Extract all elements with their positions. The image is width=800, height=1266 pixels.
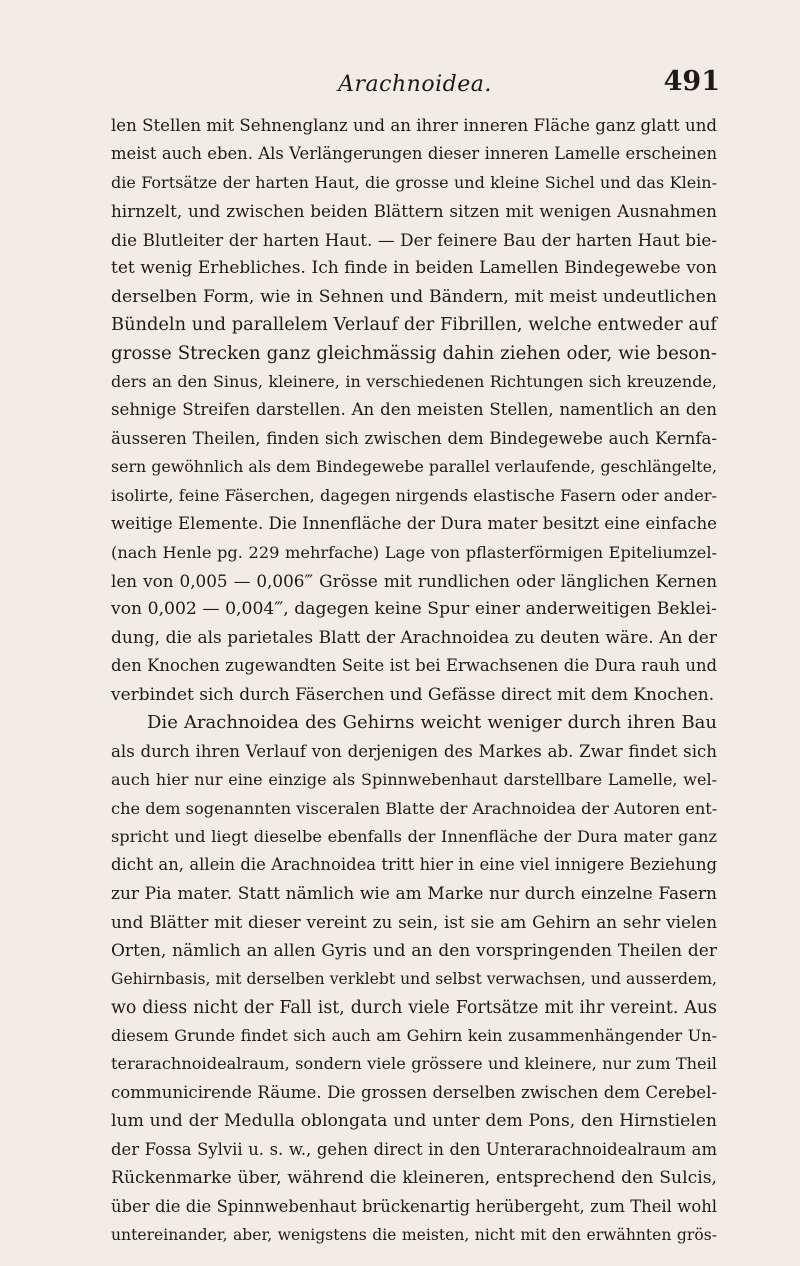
text-line: terarachnoidealraum, sondern viele grössere und kleinere, nur zum Theil — [111, 1054, 717, 1074]
text-line: zur Pia mater. Statt nämlich wie am Marke nur durch einzelne Fasern — [111, 883, 717, 904]
text-line: die Blutleiter der harten Haut. — Der feinere Bau der harten Haut bie- — [111, 229, 717, 250]
text-line: sehnige Streifen darstellen. An den meisten Stellen, namentlich an den — [111, 400, 717, 420]
running-title: Arachnoidea. — [338, 72, 492, 97]
text-line: isolirte, feine Fäserchen, dagegen nirgends elastische Fasern oder ander- — [111, 485, 717, 505]
text-line: spricht und liegt dieselbe ebenfalls der Innenfläche der Dura mater ganz — [111, 826, 717, 846]
text-line: Die Arachnoidea des Gehirns weicht weniger durch ihren Bau — [147, 712, 717, 734]
text-line: weitige Elemente. Die Innenfläche der Dura mater besitzt eine einfache — [111, 514, 717, 534]
text-line: als durch ihren Verlauf von derjenigen des Markes ab. Zwar findet sich — [111, 741, 717, 761]
text-line: meist auch eben. Als Verlängerungen dieser inneren Lamelle erscheinen — [111, 144, 717, 164]
text-line: che dem sogenannten visceralen Blatte der Arachnoidea der Autoren ent- — [111, 798, 718, 818]
text-line: den Knochen zugewandten Seite ist bei Erwachsenen die Dura rauh und — [111, 656, 717, 676]
text-line: dicht an, allein die Arachnoidea tritt hier in eine viel innigere Beziehung — [111, 855, 717, 875]
text-line: tet wenig Erhebliches. Ich finde in beiden Lamellen Bindegewebe von — [111, 258, 717, 279]
text-line: ders an den Sinus, kleinere, in verschiedenen Richtungen sich kreuzende, — [111, 371, 717, 391]
text-line: die Fortsätze der harten Haut, die grosse und kleine Sichel und das Klein- — [111, 172, 717, 192]
text-line: (nach Henle pg. 229 mehrfache) Lage von pflasterförmigen Epiteliumzel- — [111, 542, 717, 562]
text-line: Orten, nämlich an allen Gyris und an den vorspringenden Theilen der — [111, 940, 717, 961]
text-line: diesem Grunde findet sich auch am Gehirn kein zusammenhängender Un- — [111, 1026, 717, 1045]
text-line: lum und der Medulla oblongata und unter dem Pons, den Hirnstielen — [111, 1111, 717, 1132]
text-line: hirnzelt, und zwischen beiden Blättern sitzen mit wenigen Ausnahmen — [111, 201, 717, 222]
text-line: verbindet sich durch Fäserchen und Gefässe direct mit dem Knochen. — [111, 684, 715, 705]
text-line: Bündeln und parallelem Verlauf der Fibrillen, welche entweder auf — [111, 314, 717, 336]
text-line: communicirende Räume. Die grossen derselben zwischen dem Cerebel- — [111, 1082, 717, 1102]
text-line: untereinander, aber, wenigstens die meisten, nicht mit den erwähnten grös- — [111, 1226, 717, 1245]
text-line: Rückenmarke über, während die kleineren, entsprechend den Sulcis, — [111, 1168, 717, 1189]
text-line: derselben Form, wie in Sehnen und Bändern, mit meist undeutlichen — [111, 286, 717, 307]
text-line: wo diess nicht der Fall ist, durch viele Fortsätze mit ihr vereint. Aus — [111, 997, 717, 1018]
page-number: 491 — [663, 66, 720, 97]
text-line: und Blätter mit dieser vereint zu sein, ist sie am Gehirn an sehr vielen — [111, 912, 717, 933]
body-text — [111, 112, 717, 1250]
text-line: dung, die als parietales Blatt der Arachnoidea zu deuten wäre. An der — [111, 627, 717, 648]
text-line: grosse Strecken ganz gleichmässig dahin ziehen oder, wie beson- — [111, 342, 717, 364]
text-line: sern gewöhnlich als dem Bindegewebe parallel verlaufende, geschlängelte, — [111, 457, 717, 477]
text-line: von 0,002 — 0,004‴, dagegen keine Spur einer anderweitigen Beklei- — [111, 599, 717, 620]
text-line: auch hier nur eine einzige als Spinnwebenhaut darstellbare Lamelle, wel- — [111, 770, 717, 790]
text-line: Gehirnbasis, mit derselben verklebt und selbst verwachsen, und ausserdem, — [111, 970, 717, 989]
text-line: der Fossa Sylvii u. s. w., gehen direct in den Unterarachnoidealraum am — [111, 1139, 717, 1159]
text-line: äusseren Theilen, finden sich zwischen dem Bindegewebe auch Kernfa- — [111, 428, 717, 448]
page-header — [110, 64, 720, 104]
text-line: len Stellen mit Sehnenglanz und an ihrer inneren Fläche ganz glatt und — [111, 116, 717, 135]
text-line: len von 0,005 — 0,006‴ Grösse mit rundlichen oder länglichen Kernen — [111, 571, 717, 591]
text-line: über die die Spinnwebenhaut brückenartig herübergeht, zum Theil wohl — [111, 1196, 717, 1216]
